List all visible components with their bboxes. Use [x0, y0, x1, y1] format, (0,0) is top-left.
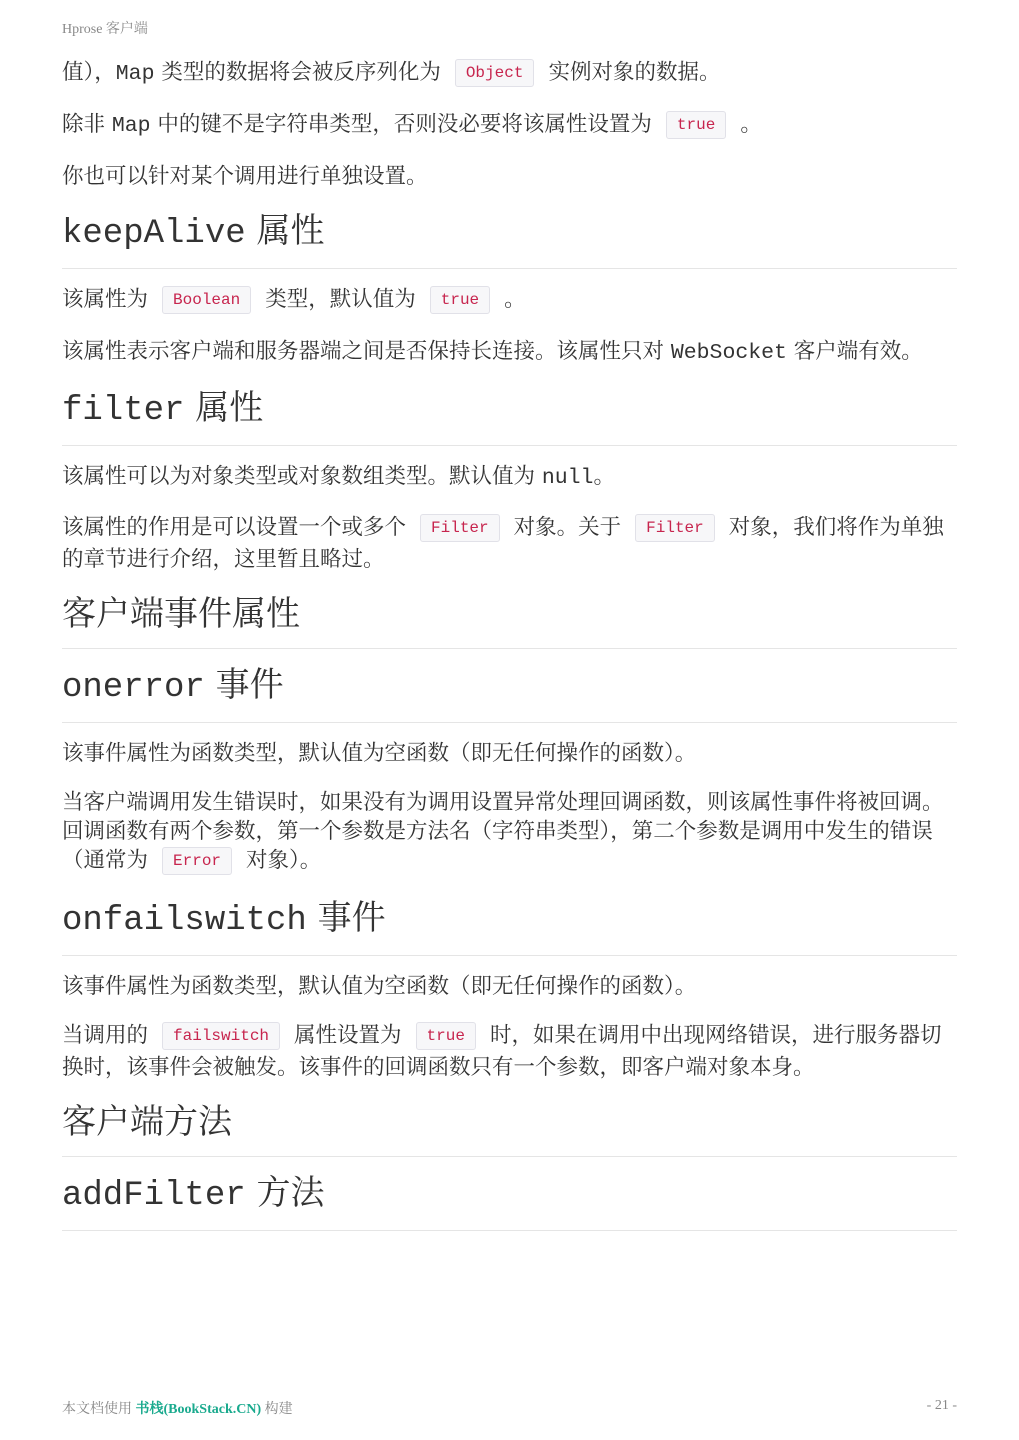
inline-code: true: [416, 1022, 476, 1050]
page-footer: 本文档使用 书栈(BookStack.CN) 构建 - 21 -: [62, 1398, 957, 1417]
document-body: [62, 58, 957, 1247]
inline-code: Boolean: [162, 286, 251, 314]
inline-code: Error: [162, 847, 232, 875]
section-heading-keepalive: keepAlive 属性: [62, 211, 957, 269]
paragraph: 该属性可以为对象类型或对象数组类型。默认值为 null。: [62, 464, 615, 490]
inline-code: Object: [455, 59, 535, 87]
inline-code: failswitch: [162, 1022, 280, 1050]
paragraph: 你也可以针对某个调用进行单独设置。: [62, 164, 428, 189]
paragraph: 该属性表示客户端和服务器端之间是否保持长连接。该属性只对 WebSocket 客户端有效。: [62, 339, 923, 365]
paragraph: 该事件属性为函数类型，默认值为空函数（即无任何操作的函数）。: [62, 741, 697, 766]
inline-code: Filter: [420, 514, 500, 542]
paragraph: 值），Map 类型的数据将会被反序列化为 Object 实例对象的数据。: [62, 60, 721, 86]
inline-code: true: [430, 286, 490, 314]
running-header: Hprose 客户端: [62, 22, 148, 37]
section-heading-methods: 客户端方法: [62, 1102, 957, 1157]
bookstack-link[interactable]: 书栈(BookStack.CN): [135, 1402, 262, 1417]
paragraph: 当调用的 failswitch 属性设置为 true 时，如果在调用中出现网络错误，进行服务器切换时，该事件会被触发。该事件的回调函数只有一个参数，即客户端对象本身。: [62, 1023, 942, 1080]
section-heading-filter: filter 属性: [62, 388, 957, 446]
paragraph: 该事件属性为函数类型，默认值为空函数（即无任何操作的函数）。: [62, 974, 697, 999]
section-heading-onfailswitch: onfailswitch 事件: [62, 898, 957, 956]
section-heading-addfilter: addFilter 方法: [62, 1173, 957, 1231]
inline-code: true: [666, 111, 726, 139]
inline-code: Filter: [635, 514, 715, 542]
section-heading-events: 客户端事件属性: [62, 594, 957, 649]
page-number: - 21 -: [926, 1398, 957, 1413]
paragraph: 当客户端调用发生错误时，如果没有为调用设置异常处理回调函数，则该属性事件将被回调。回调函数有两个参数，第一个参数是方法名（字符串类型），第二个参数是调用中发生的错误（通常为 Error 对象）。: [62, 790, 944, 873]
section-heading-onerror: onerror 事件: [62, 665, 957, 723]
paragraph: 除非 Map 中的键不是字符串类型，否则没必要将该属性设置为 true 。: [62, 112, 762, 138]
paragraph: 该属性的作用是可以设置一个或多个 Filter 对象。关于 Filter 对象，我们将作为单独的章节进行介绍，这里暂且略过。: [62, 515, 944, 572]
paragraph: 该属性为 Boolean 类型，默认值为 true 。: [62, 287, 526, 312]
